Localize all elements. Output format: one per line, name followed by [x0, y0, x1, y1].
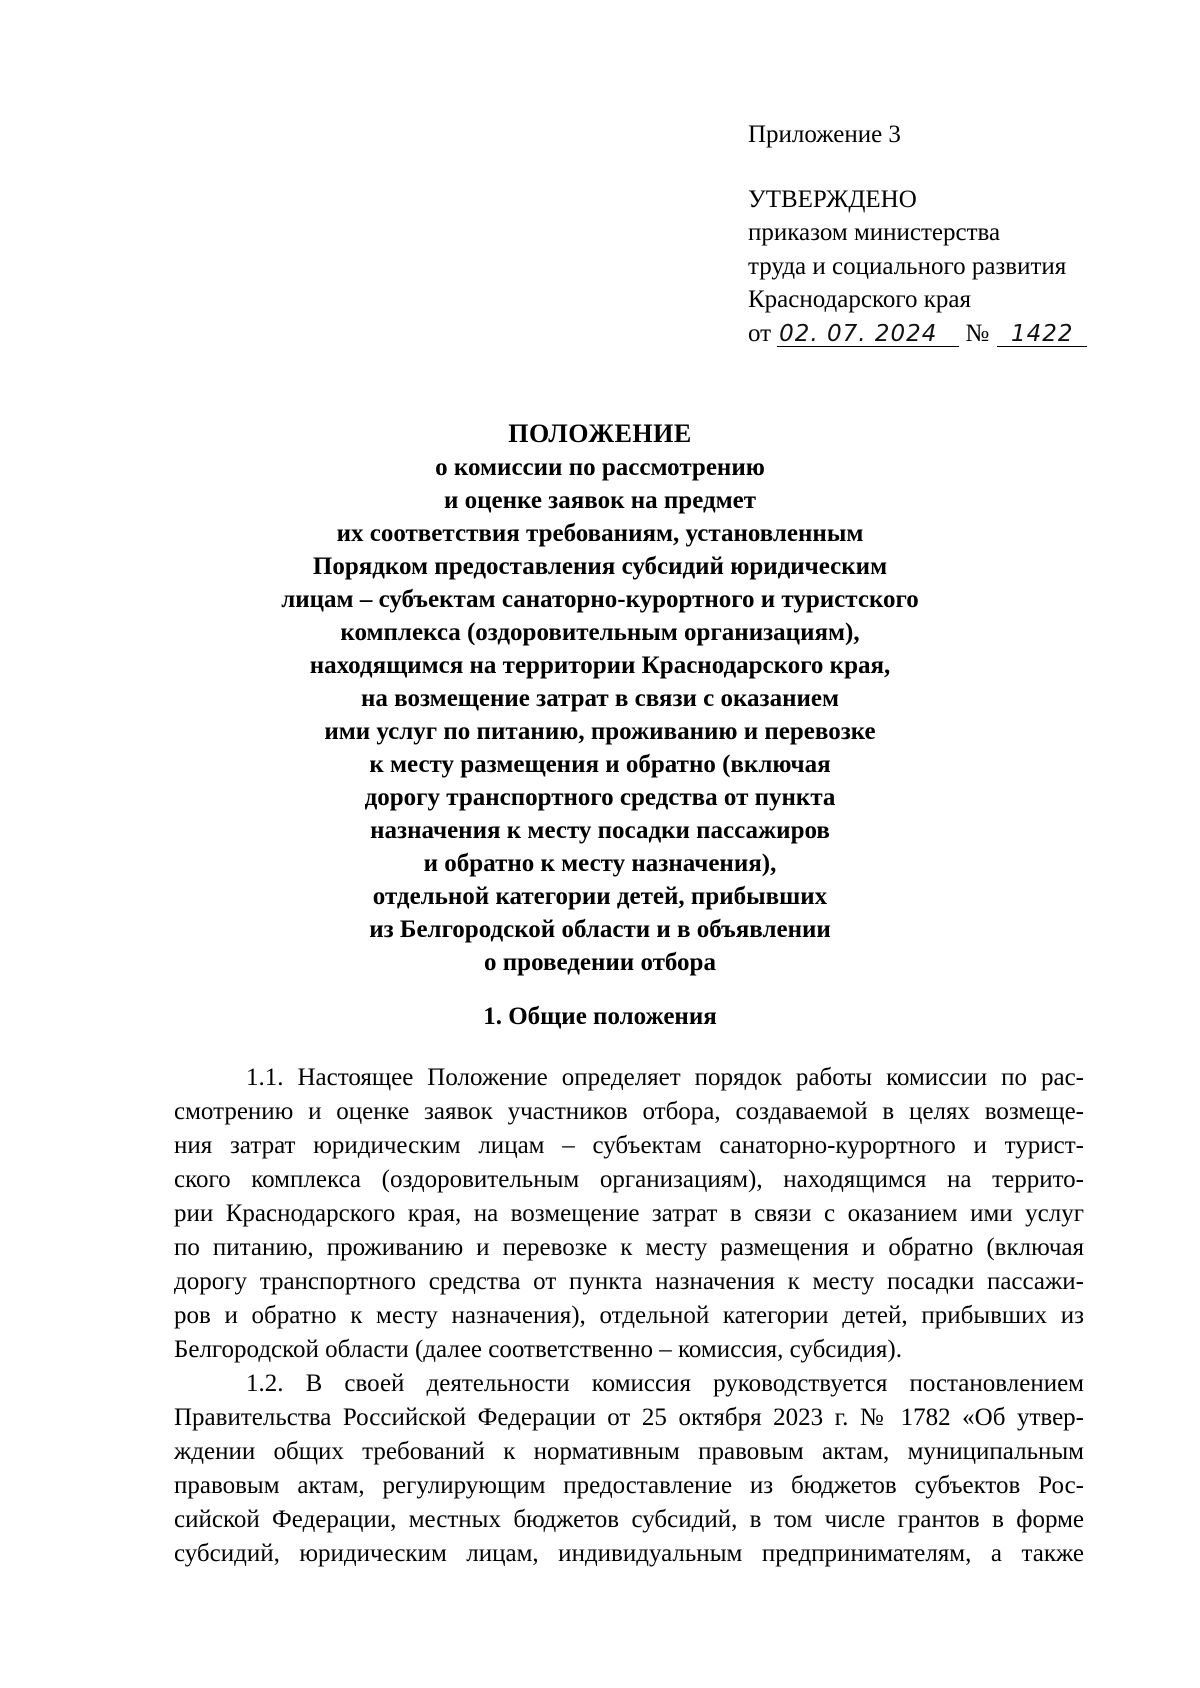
- text-line: правовым актам, регулирующим предоставление из бюджетов субъектов Рос-: [174, 1472, 1084, 1499]
- handwritten-date: 02. 07. 2024: [777, 322, 959, 347]
- title-line: Порядком предоставления субсидий юридическим: [312, 553, 888, 580]
- title-main: ПОЛОЖЕНИЕ: [508, 419, 692, 448]
- ministry-label: труда и социального развития: [748, 252, 1067, 280]
- text-line: дорогу транспортного средства от пункта назначения к месту посадки пассажи-: [174, 1268, 1084, 1295]
- text-line: по питанию, проживанию и перевозке к месту размещения и обратно (включая: [174, 1234, 1084, 1261]
- title-line: к месту размещения и обратно (включая: [369, 751, 831, 778]
- title-line: отдельной категории детей, прибывших: [372, 883, 828, 910]
- handwritten-number: 1422: [997, 322, 1087, 347]
- text-line: 1.2. В своей деятельности комиссия руководствуется постановлением: [246, 1370, 1084, 1397]
- title-line: и обратно к месту назначения),: [423, 850, 777, 877]
- approval-stamp-block: [748, 118, 1087, 350]
- title-line: из Белгородской области и в объявлении: [369, 916, 831, 943]
- order-date-number-line: [748, 317, 1087, 351]
- title-line: их соответствия требованиям, установленным: [336, 520, 864, 547]
- text-line: Белгородской области (далее соответственно – комиссия, субсидия).: [174, 1336, 902, 1363]
- text-line: ния затрат юридическим лицам – субъектам санаторно-курортного и турист-: [174, 1132, 1084, 1159]
- text-line: субсидий, юридическим лицам, индивидуальным предпринимателям, а также: [174, 1540, 1084, 1567]
- text-line: ского комплекса (оздоровительным организациям), находящимся на террито-: [174, 1166, 1084, 1193]
- section-heading: 1. Общие положения: [483, 1003, 717, 1030]
- from-label: от: [748, 319, 772, 347]
- title-line: лицам – субъектам санаторно-курортного и туристского: [281, 586, 919, 613]
- text-line: сийской Федерации, местных бюджетов субсидий, в том числе грантов в форме: [174, 1506, 1084, 1533]
- title-line: дорогу транспортного средства от пункта: [364, 784, 836, 811]
- title-line: на возмещение затрат в связи с оказанием: [360, 685, 840, 712]
- text-line: смотрению и оценке заявок участников отбора, создаваемой в целях возмеще-: [174, 1098, 1084, 1125]
- title-line: о проведении отбора: [484, 949, 716, 976]
- text-line: ждении общих требований к нормативным правовым актам, муниципальным: [174, 1438, 1084, 1465]
- paragraph-1-2: [174, 1367, 1084, 1571]
- title-line: и оценке заявок на предмет: [443, 487, 757, 514]
- text-line: Правительства Российской Федерации от 25 октября 2023 г. № 1782 «Об утвер-: [174, 1404, 1084, 1431]
- text-line: 1.1. Настоящее Положение определяет порядок работы комиссии по рас-: [246, 1064, 1084, 1091]
- title-line: назначения к месту посадки пассажиров: [370, 817, 830, 844]
- text-line: ров и обратно к месту назначения), отдельной категории детей, прибывших из: [174, 1302, 1084, 1329]
- section-body: [174, 1061, 1084, 1571]
- text-line: рии Краснодарского края, на возмещение затрат в связи с оказанием ими услуг: [174, 1200, 1084, 1227]
- document-title: [0, 417, 1200, 979]
- paragraph-1-1: [174, 1061, 1084, 1367]
- title-line: находящимся на территории Краснодарского края,: [309, 652, 891, 679]
- approved-label: УТВЕРЖДЕНО: [748, 185, 917, 213]
- title-line: ими услуг по питанию, проживанию и перевозке: [324, 718, 876, 745]
- by-order-label: приказом министерства: [748, 219, 1001, 246]
- title-line: о комиссии по рассмотрению: [435, 454, 765, 481]
- title-subtitle: [0, 451, 1200, 979]
- appendix-label: Приложение 3: [748, 121, 901, 148]
- title-line: комплекса (оздоровительным организациям),: [340, 619, 860, 646]
- number-label: №: [965, 319, 990, 347]
- region-label: Краснодарского края: [748, 286, 971, 313]
